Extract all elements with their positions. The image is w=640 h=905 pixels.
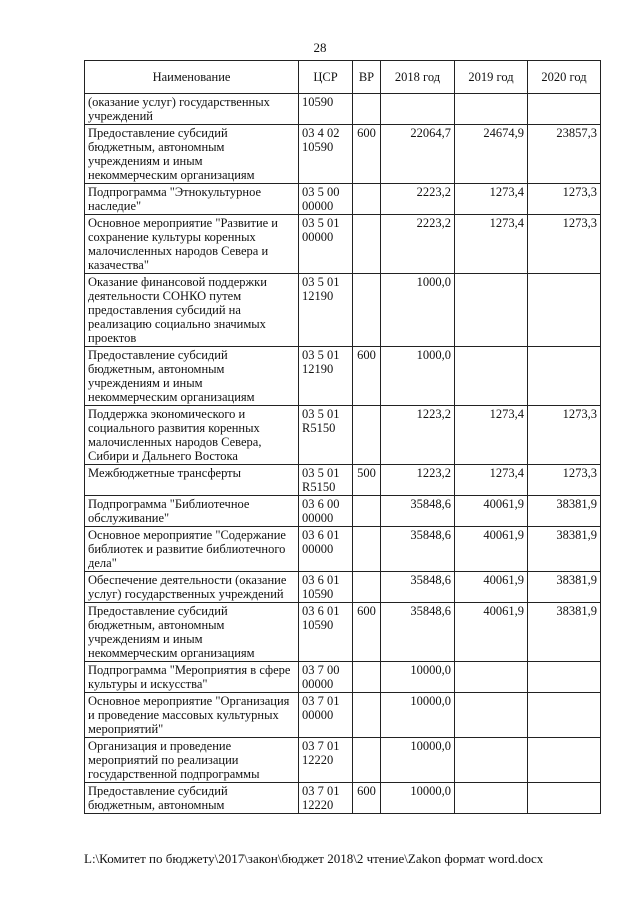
cell-csr: 03 6 01 00000	[299, 527, 353, 572]
budget-table	[84, 60, 601, 814]
cell-2018	[381, 94, 455, 125]
cell-2018: 35848,6	[381, 572, 455, 603]
cell-vr	[353, 662, 381, 693]
column-header-2018: 2018 год	[381, 61, 455, 94]
table-row	[85, 94, 601, 125]
table-row	[85, 738, 601, 783]
cell-csr: 03 5 01 12190	[299, 347, 353, 406]
cell-csr: 03 5 01 R5150	[299, 465, 353, 496]
cell-2019: 40061,9	[455, 572, 528, 603]
cell-csr: 03 7 01 00000	[299, 693, 353, 738]
cell-name: Основное мероприятие "Организация и проведение массовых культурных мероприятий"	[85, 693, 299, 738]
cell-2019: 40061,9	[455, 527, 528, 572]
cell-2020: 1273,3	[528, 215, 601, 274]
cell-name: Межбюджетные трансферты	[85, 465, 299, 496]
cell-csr: 03 5 01 00000	[299, 215, 353, 274]
table-header-row	[85, 61, 601, 94]
cell-2020: 1273,3	[528, 184, 601, 215]
cell-name: Основное мероприятие "Содержание библиотек и развитие библиотечного дела"	[85, 527, 299, 572]
cell-name: Предоставление субсидий бюджетным, автономным учреждениям и иным некоммерческим организациям	[85, 125, 299, 184]
cell-vr	[353, 738, 381, 783]
cell-2018: 1223,2	[381, 465, 455, 496]
cell-2018: 10000,0	[381, 662, 455, 693]
cell-csr: 03 7 01 12220	[299, 783, 353, 814]
cell-vr	[353, 572, 381, 603]
cell-name: Подпрограмма "Библиотечное обслуживание"	[85, 496, 299, 527]
cell-2020	[528, 738, 601, 783]
cell-2018: 10000,0	[381, 738, 455, 783]
column-header-vr: ВР	[353, 61, 381, 94]
cell-csr: 03 6 00 00000	[299, 496, 353, 527]
cell-2019	[455, 738, 528, 783]
cell-2018: 22064,7	[381, 125, 455, 184]
cell-name: Обеспечение деятельности (оказание услуг) государственных учреждений	[85, 572, 299, 603]
page-number: 28	[313, 40, 327, 55]
cell-vr	[353, 215, 381, 274]
cell-csr: 03 5 01 12190	[299, 274, 353, 347]
cell-2020	[528, 347, 601, 406]
cell-name: Предоставление субсидий бюджетным, автономным учреждениям и иным некоммерческим организациям	[85, 347, 299, 406]
cell-csr: 03 7 01 12220	[299, 738, 353, 783]
cell-2018: 2223,2	[381, 184, 455, 215]
cell-name: Предоставление субсидий бюджетным, автономным	[85, 783, 299, 814]
cell-vr: 600	[353, 347, 381, 406]
cell-vr	[353, 184, 381, 215]
cell-vr	[353, 527, 381, 572]
table-row	[85, 406, 601, 465]
cell-csr: 03 5 01 R5150	[299, 406, 353, 465]
cell-2018: 10000,0	[381, 693, 455, 738]
cell-vr	[353, 274, 381, 347]
table-row	[85, 347, 601, 406]
cell-name: Подпрограмма "Мероприятия в сфере культуры и искусства"	[85, 662, 299, 693]
cell-2018: 35848,6	[381, 496, 455, 527]
cell-csr: 03 6 01 10590	[299, 603, 353, 662]
cell-2018: 1000,0	[381, 274, 455, 347]
table-row	[85, 572, 601, 603]
cell-2018: 2223,2	[381, 215, 455, 274]
cell-vr	[353, 693, 381, 738]
table-body	[85, 94, 601, 814]
cell-2018: 1223,2	[381, 406, 455, 465]
cell-2019	[455, 693, 528, 738]
cell-name: Организация и проведение мероприятий по реализации государственной подпрограммы	[85, 738, 299, 783]
cell-name: Основное мероприятие "Развитие и сохранение культуры коренных малочисленных народов Севера и казачества"	[85, 215, 299, 274]
cell-2020: 38381,9	[528, 496, 601, 527]
cell-2020: 38381,9	[528, 572, 601, 603]
cell-2020: 1273,3	[528, 406, 601, 465]
cell-name: Подпрограмма "Этнокультурное наследие"	[85, 184, 299, 215]
file-path-footer: L:\Комитет по бюджету\2017\закон\бюджет 2018\2 чтение\Zakon формат word.docx	[84, 851, 544, 866]
table-row	[85, 603, 601, 662]
column-header-csr: ЦСР	[299, 61, 353, 94]
cell-2019	[455, 94, 528, 125]
column-header-2020: 2020 год	[528, 61, 601, 94]
cell-vr	[353, 94, 381, 125]
cell-vr	[353, 496, 381, 527]
cell-csr: 03 7 00 00000	[299, 662, 353, 693]
cell-csr: 10590	[299, 94, 353, 125]
table-row	[85, 215, 601, 274]
cell-2019	[455, 274, 528, 347]
column-header-2019: 2019 год	[455, 61, 528, 94]
cell-csr: 03 6 01 10590	[299, 572, 353, 603]
cell-csr: 03 4 02 10590	[299, 125, 353, 184]
cell-2019	[455, 347, 528, 406]
cell-2020: 1273,3	[528, 465, 601, 496]
cell-vr: 600	[353, 603, 381, 662]
table-row	[85, 125, 601, 184]
cell-name: Поддержка экономического и социального развития коренных малочисленных народов Севера, Сибири и Дальнего Востока	[85, 406, 299, 465]
column-header-name: Наименование	[85, 61, 299, 94]
cell-2020	[528, 662, 601, 693]
cell-name: Предоставление субсидий бюджетным, автономным учреждениям и иным некоммерческим организациям	[85, 603, 299, 662]
cell-vr	[353, 406, 381, 465]
cell-2019: 40061,9	[455, 603, 528, 662]
cell-2019	[455, 662, 528, 693]
cell-2019: 1273,4	[455, 215, 528, 274]
cell-2020	[528, 693, 601, 738]
cell-name: (оказание услуг) государственных учреждений	[85, 94, 299, 125]
cell-csr: 03 5 00 00000	[299, 184, 353, 215]
cell-2018: 35848,6	[381, 603, 455, 662]
table-row	[85, 496, 601, 527]
table-row	[85, 465, 601, 496]
table-row	[85, 693, 601, 738]
cell-2020: 38381,9	[528, 527, 601, 572]
cell-2018: 10000,0	[381, 783, 455, 814]
table-row	[85, 783, 601, 814]
table-row	[85, 274, 601, 347]
cell-name: Оказание финансовой поддержки деятельности СОНКО путем предоставления субсидий на реализацию социально значимых проектов	[85, 274, 299, 347]
cell-2019	[455, 783, 528, 814]
cell-2020	[528, 94, 601, 125]
cell-2019: 1273,4	[455, 184, 528, 215]
cell-2019: 1273,4	[455, 465, 528, 496]
cell-vr: 500	[353, 465, 381, 496]
cell-2019: 1273,4	[455, 406, 528, 465]
cell-vr: 600	[353, 783, 381, 814]
cell-2018: 1000,0	[381, 347, 455, 406]
cell-2020: 23857,3	[528, 125, 601, 184]
cell-2020	[528, 783, 601, 814]
cell-2018: 35848,6	[381, 527, 455, 572]
cell-2020	[528, 274, 601, 347]
cell-vr: 600	[353, 125, 381, 184]
table-row	[85, 662, 601, 693]
cell-2019: 24674,9	[455, 125, 528, 184]
cell-2020: 38381,9	[528, 603, 601, 662]
table-row	[85, 184, 601, 215]
table-row	[85, 527, 601, 572]
cell-2019: 40061,9	[455, 496, 528, 527]
